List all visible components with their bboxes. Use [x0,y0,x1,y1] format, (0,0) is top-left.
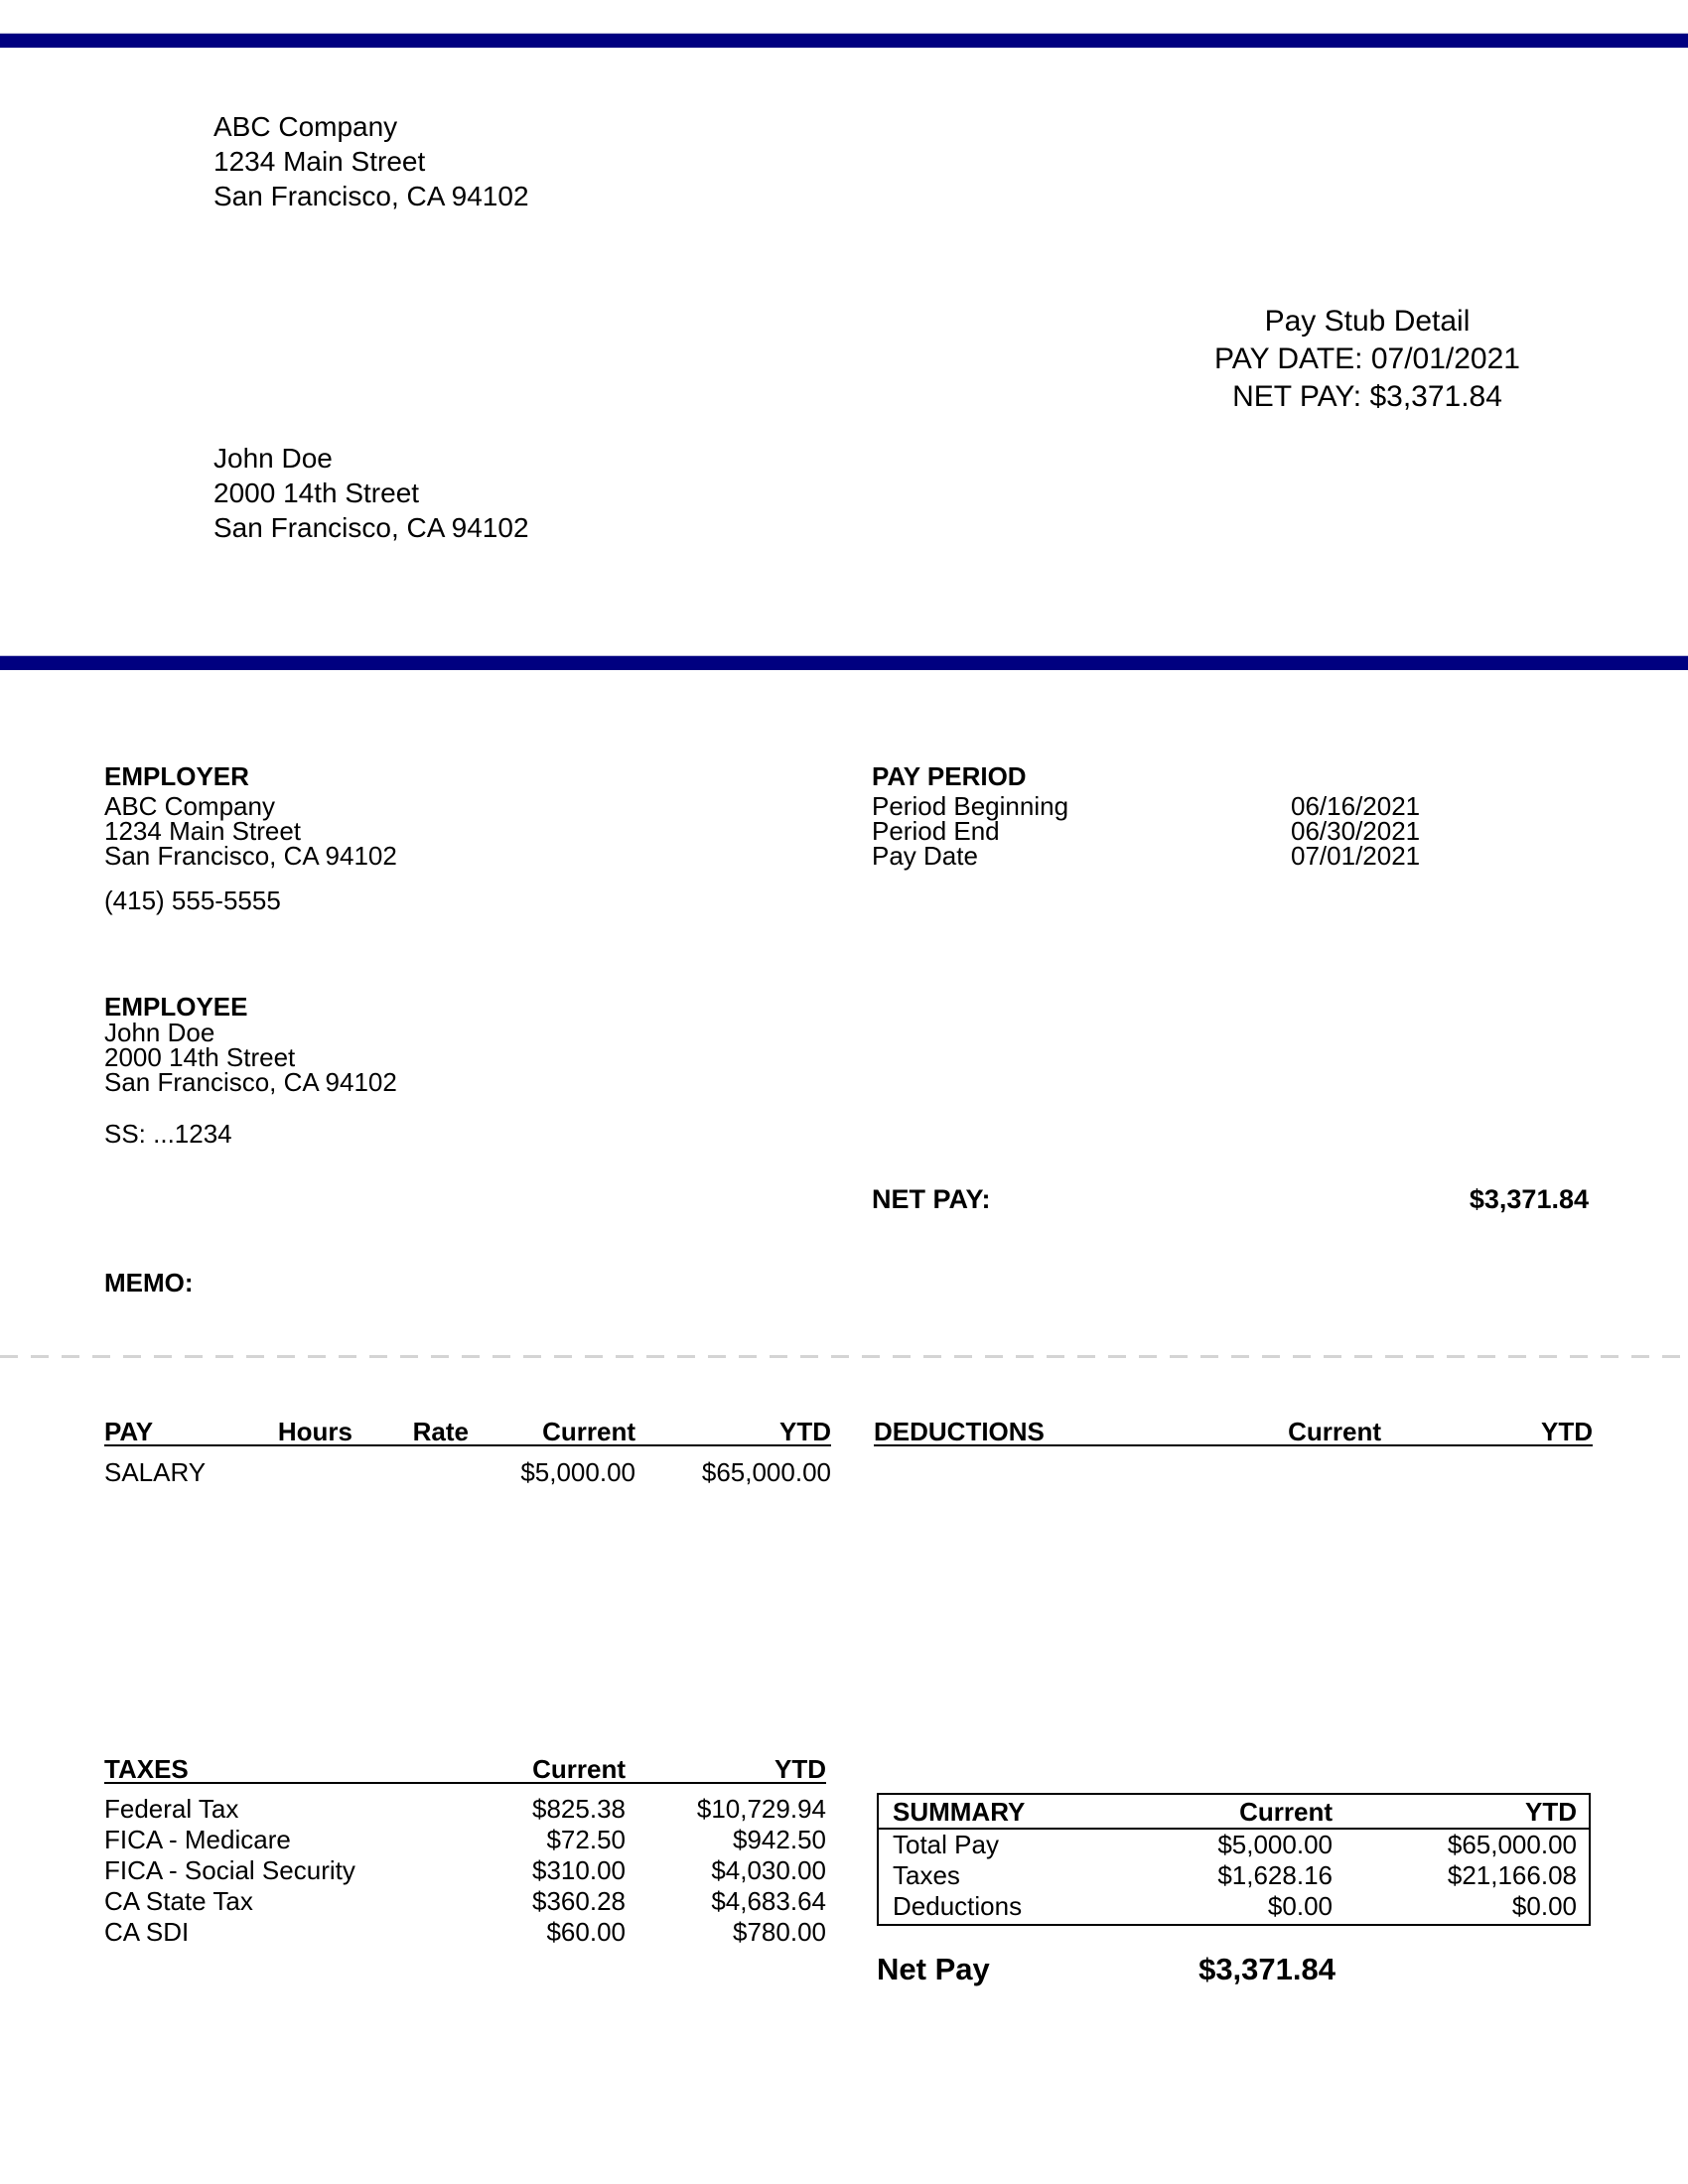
tax-name-cell: FICA - Social Security [104,1855,355,1885]
tax-ytd-cell: $942.50 [733,1825,826,1854]
tax-ytd-cell: $4,030.00 [711,1855,826,1885]
period-beginning-label: Period Beginning [872,791,1069,821]
tax-row-ca-state [104,1886,826,1917]
net-pay-label: NET PAY: [872,1184,991,1214]
tax-ytd-cell: $4,683.64 [711,1886,826,1916]
stub-pay-date: PAY DATE: 07/01/2021 [1214,342,1520,375]
period-end-value: 06/30/2021 [1291,816,1421,846]
deductions-col-header: DEDUCTIONS [874,1417,1045,1446]
net-pay-final-label: Net Pay [877,1952,990,1986]
deductions-table [874,1418,1593,1446]
period-beginning-value: 06/16/2021 [1291,791,1421,821]
employer-name: ABC Company [104,791,275,821]
net-pay-final-value: $3,371.84 [1198,1952,1336,1986]
pay-table-header [104,1418,831,1446]
employer-address [104,791,397,871]
tax-row-ca-sdi [104,1917,826,1948]
employee-ssn: SS: ...1234 [104,1119,232,1149]
pay-table-row-salary [104,1457,831,1488]
employee-name: John Doe [213,443,333,474]
current-col-header: Current [542,1417,635,1446]
stub-title: Pay Stub Detail [1264,305,1471,338]
tax-row-fica-medicare [104,1825,826,1855]
tax-name-cell: CA SDI [104,1917,190,1947]
summary-col-header: SUMMARY [893,1797,1026,1827]
summary-ytd-col-header: YTD [1525,1797,1577,1827]
employee-section-header: EMPLOYEE [104,992,248,1022]
net-pay-line [872,1184,1589,1215]
pay-table [104,1418,831,1488]
employee-address [104,1018,397,1097]
company-street: 1234 Main Street [213,146,426,177]
tax-name-cell: Federal Tax [104,1794,239,1824]
tax-ytd-cell: $10,729.94 [696,1794,826,1824]
employer-street: 1234 Main Street [104,816,302,846]
pay-name-cell: SALARY [104,1457,207,1487]
tax-ytd-cell: $780.00 [733,1917,826,1947]
pay-current-cell: $5,000.00 [520,1457,635,1487]
stub-header-block [1069,303,1665,416]
pay-ytd-cell: $65,000.00 [701,1457,831,1487]
employee-street: 2000 14th Street [213,478,420,508]
tax-current-cell: $825.38 [532,1794,626,1824]
employee-section-street: 2000 14th Street [104,1042,296,1072]
summary-name-cell: Deductions [893,1891,1023,1921]
pay-date-value: 07/01/2021 [1291,841,1421,871]
summary-name-cell: Taxes [893,1860,960,1890]
summary-ytd-cell: $21,166.08 [1447,1860,1577,1890]
summary-header [879,1795,1589,1830]
period-end-label: Period End [872,816,1000,846]
tax-row-federal [104,1794,826,1825]
stub-net-pay: NET PAY: $3,371.84 [1232,380,1502,413]
taxes-ytd-col-header: YTD [774,1754,826,1784]
summary-row-deductions [879,1891,1589,1922]
tax-current-cell: $310.00 [532,1855,626,1885]
summary-box [877,1793,1591,1926]
company-letterhead [213,109,529,213]
tax-name-cell: CA State Tax [104,1886,253,1916]
tax-row-fica-social-security [104,1855,826,1886]
employee-section-city: San Francisco, CA 94102 [104,1067,397,1097]
taxes-table [104,1755,826,1948]
taxes-col-header: TAXES [104,1754,189,1784]
summary-name-cell: Total Pay [893,1830,999,1859]
tax-current-cell: $72.50 [546,1825,626,1854]
taxes-current-col-header: Current [532,1754,626,1784]
hours-col-header: Hours [277,1417,352,1446]
ytd-col-header: YTD [779,1417,831,1446]
pay-date-label: Pay Date [872,841,978,871]
rate-col-header: Rate [412,1417,469,1446]
pay-col-header: PAY [104,1417,154,1446]
pay-hours-cell [263,1457,352,1488]
summary-row-total-pay [879,1830,1589,1860]
tax-current-cell: $60.00 [546,1917,626,1947]
employee-city: San Francisco, CA 94102 [213,512,529,543]
company-city: San Francisco, CA 94102 [213,181,529,211]
pay-period-rows [872,791,1589,871]
tax-name-cell: FICA - Medicare [104,1825,291,1854]
summary-current-cell: $5,000.00 [1217,1830,1333,1859]
deductions-ytd-col-header: YTD [1541,1417,1593,1446]
summary-current-col-header: Current [1239,1797,1333,1827]
pay-rate-cell [352,1457,469,1488]
employee-section-name: John Doe [104,1018,215,1047]
deductions-table-header [874,1418,1593,1446]
employer-phone: (415) 555-5555 [104,886,281,915]
section-divider-bar [0,655,1688,670]
pay-period-section-header: PAY PERIOD [872,761,1027,791]
tax-current-cell: $360.28 [532,1886,626,1916]
pay-period-row [872,841,1589,871]
company-name: ABC Company [213,111,398,142]
pay-period-row [872,816,1589,846]
taxes-table-header [104,1755,826,1784]
summary-row-taxes [879,1860,1589,1891]
net-pay-value: $3,371.84 [1469,1184,1589,1214]
employee-letterhead [213,441,529,545]
summary-ytd-cell: $0.00 [1511,1891,1577,1921]
deductions-current-col-header: Current [1288,1417,1381,1446]
summary-ytd-cell: $65,000.00 [1447,1830,1577,1859]
top-accent-bar [0,33,1688,48]
perforation-dashed-line [0,1355,1688,1358]
summary-current-cell: $0.00 [1267,1891,1333,1921]
employer-section-header: EMPLOYER [104,761,249,791]
memo-label: MEMO: [104,1268,194,1297]
summary-current-cell: $1,628.16 [1217,1860,1333,1890]
net-pay-final-line [877,1952,1336,1987]
employer-city: San Francisco, CA 94102 [104,841,397,871]
